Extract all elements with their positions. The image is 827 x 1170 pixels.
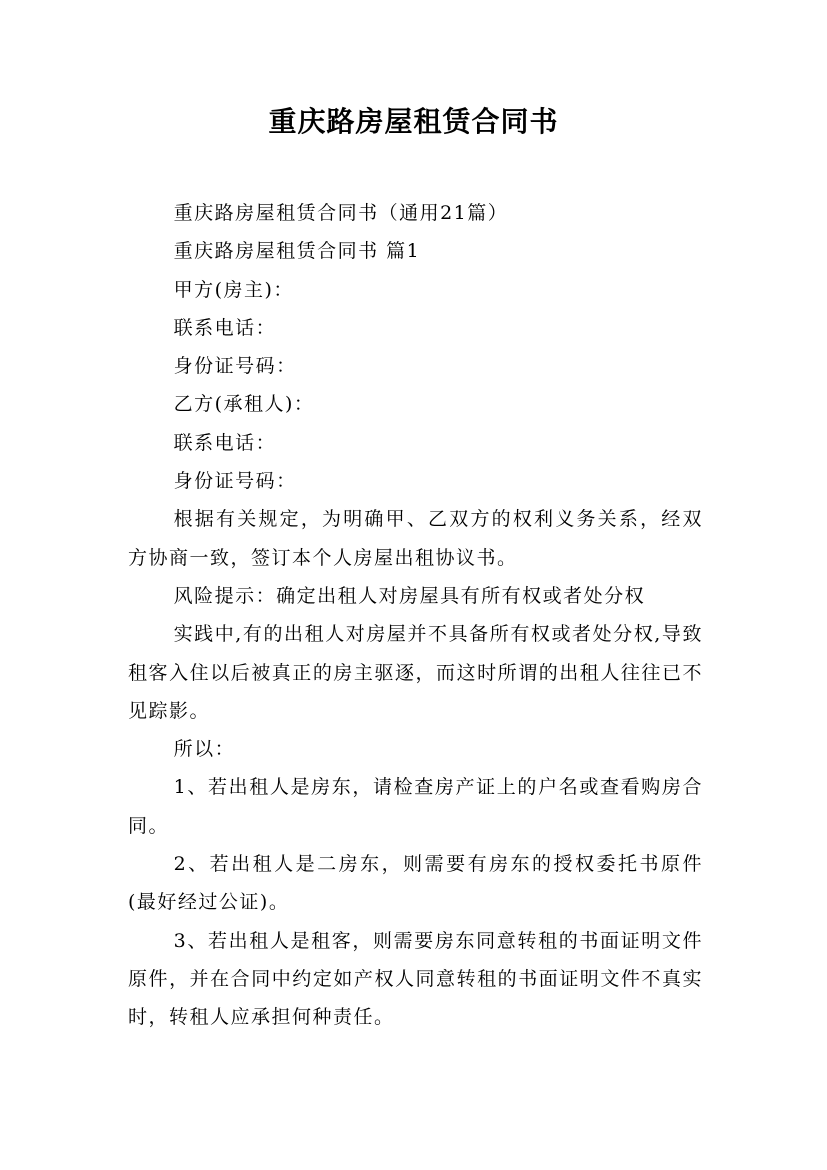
paragraph: 根据有关规定，为明确甲、乙双方的权利义务关系，经双方协商一致，签订本个人房屋出租协议书。 [128,508,703,569]
document-title: 重庆路房屋租赁合同书 [268,105,559,138]
paragraph: 身份证号码： [173,470,297,493]
paragraph: 联系电话： [173,431,277,454]
paragraph: 联系电话： [173,316,277,339]
paragraph: 所以： [173,738,236,761]
paragraph: 2、若出租人是二房东，则需要有房东的授权委托书原件(最好经过公证)。 [128,853,703,914]
paragraph: 身份证号码： [173,355,297,378]
paragraph: 乙方(承租人)： [173,393,315,416]
paragraph: 重庆路房屋租赁合同书（通用21篇） [173,202,509,224]
paragraph: 1、若出租人是房东，请检查房产证上的户名或查看购房合同。 [128,776,703,837]
paragraph: 甲方(房主)： [173,278,294,301]
paragraph: 风险提示：确定出租人对房屋具有所有权或者处分权 [173,584,646,607]
document-body [128,194,703,1037]
paragraph: 实践中,有的出租人对房屋并不具备所有权或者处分权,导致租客入住以后被真正的房主驱逐，而这时所谓的出租人往往已不见踪影。 [128,623,703,722]
paragraph: 3、若出租人是租客，则需要房东同意转租的书面证明文件原件，并在合同中约定如产权人同意转租的书面证明文件不真实时，转租人应承担何种责任。 [128,929,703,1029]
paragraph: 重庆路房屋租赁合同书 篇1 [173,240,421,263]
